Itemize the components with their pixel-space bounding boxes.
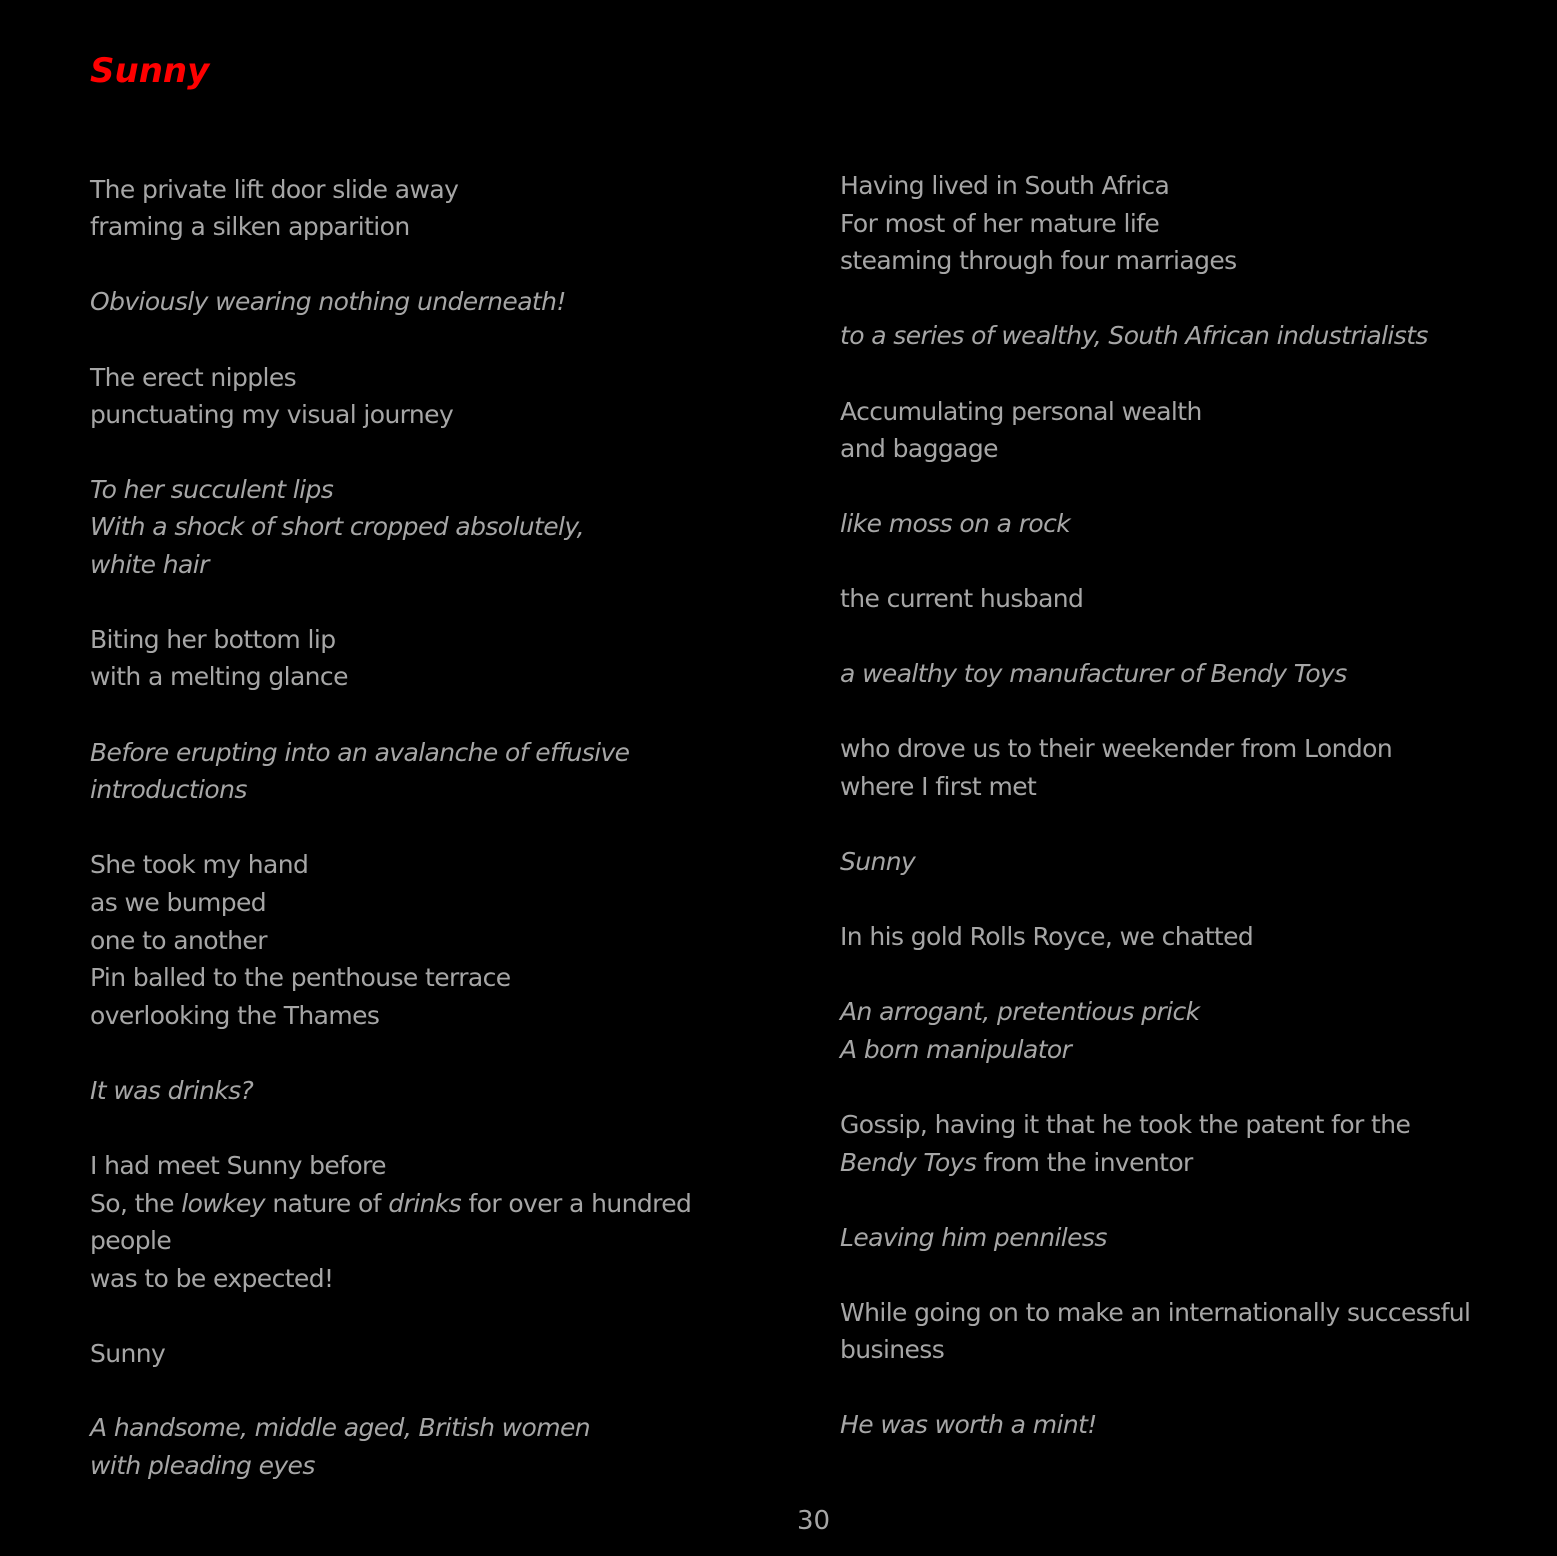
text-segment: So, the (90, 1189, 182, 1218)
poem-line: Obviously wearing nothing underneath! (90, 287, 566, 316)
poem-line: To her succulent lips (90, 475, 334, 504)
poem-line: where I first met (840, 772, 1037, 801)
poem-line: as we bumped (90, 888, 267, 917)
emphasized-text: drinks (388, 1189, 462, 1218)
poem-line: introductions (90, 775, 247, 804)
poem-title: Sunny (90, 51, 210, 91)
poem-line: one to another (90, 926, 267, 955)
page-number: 30 (796, 1506, 831, 1536)
poem-line: Before erupting into an avalanche of effusive (90, 738, 630, 767)
poem-line: I had meet Sunny before (90, 1151, 386, 1180)
poem-line: like moss on a rock (840, 509, 1071, 538)
poem-line: Pin balled to the penthouse terrace (90, 963, 511, 992)
poem-line: white hair (90, 550, 209, 579)
poem-line: business (840, 1335, 945, 1364)
poem-line: Leaving him penniless (840, 1223, 1107, 1252)
poem-line: The private lift door slide away (90, 175, 459, 204)
poem-line: Sunny (90, 1339, 166, 1368)
poem-line: While going on to make an internationally successful (840, 1298, 1471, 1327)
poem-line: people (90, 1226, 172, 1255)
poem-line: punctuating my visual journey (90, 400, 454, 429)
poem-line: Biting her bottom lip (90, 625, 336, 654)
poem-line: with pleading eyes (90, 1451, 315, 1480)
text-segment: from the inventor (976, 1148, 1193, 1177)
text-segment: for over a hundred (461, 1189, 692, 1218)
poem-line: steaming through four marriages (840, 246, 1237, 275)
poem-line: The erect nipples (90, 363, 297, 392)
poem-line: a wealthy toy manufacturer of Bendy Toys (840, 659, 1347, 688)
text-segment: nature of (264, 1189, 389, 1218)
poem-line: She took my hand (90, 850, 309, 879)
poem-line: Having lived in South Africa (840, 171, 1170, 200)
poem-line: and baggage (840, 434, 998, 463)
poem-line: In his gold Rolls Royce, we chatted (840, 922, 1254, 951)
poem-line (90, 1189, 691, 1219)
poem-line: was to be expected! (90, 1264, 334, 1293)
poem-line: A handsome, middle aged, British women (90, 1413, 590, 1442)
poem-line: He was worth a mint! (840, 1410, 1097, 1439)
poem-line: For most of her mature life (840, 209, 1160, 238)
poem-line: Sunny (840, 847, 916, 876)
poem-line: With a shock of short cropped absolutely, (90, 512, 584, 541)
poem-line: overlooking the Thames (90, 1001, 380, 1030)
poem-line: It was drinks? (90, 1076, 254, 1105)
poem-line: Gossip, having it that he took the patent for the (840, 1110, 1411, 1139)
emphasized-text: lowkey (181, 1189, 265, 1218)
poem-line: framing a silken apparition (90, 212, 410, 241)
poem-line: to a series of wealthy, South African industrialists (840, 321, 1428, 350)
poem-line: who drove us to their weekender from London (840, 734, 1393, 763)
emphasized-text: Bendy Toys (840, 1148, 977, 1177)
poem-line: A born manipulator (840, 1035, 1072, 1064)
poem-line: An arrogant, pretentious prick (840, 997, 1200, 1026)
poem-line: with a melting glance (90, 662, 348, 691)
poem-line: the current husband (840, 584, 1084, 613)
poem-line: Accumulating personal wealth (840, 397, 1202, 426)
poem-line (840, 1148, 1193, 1178)
